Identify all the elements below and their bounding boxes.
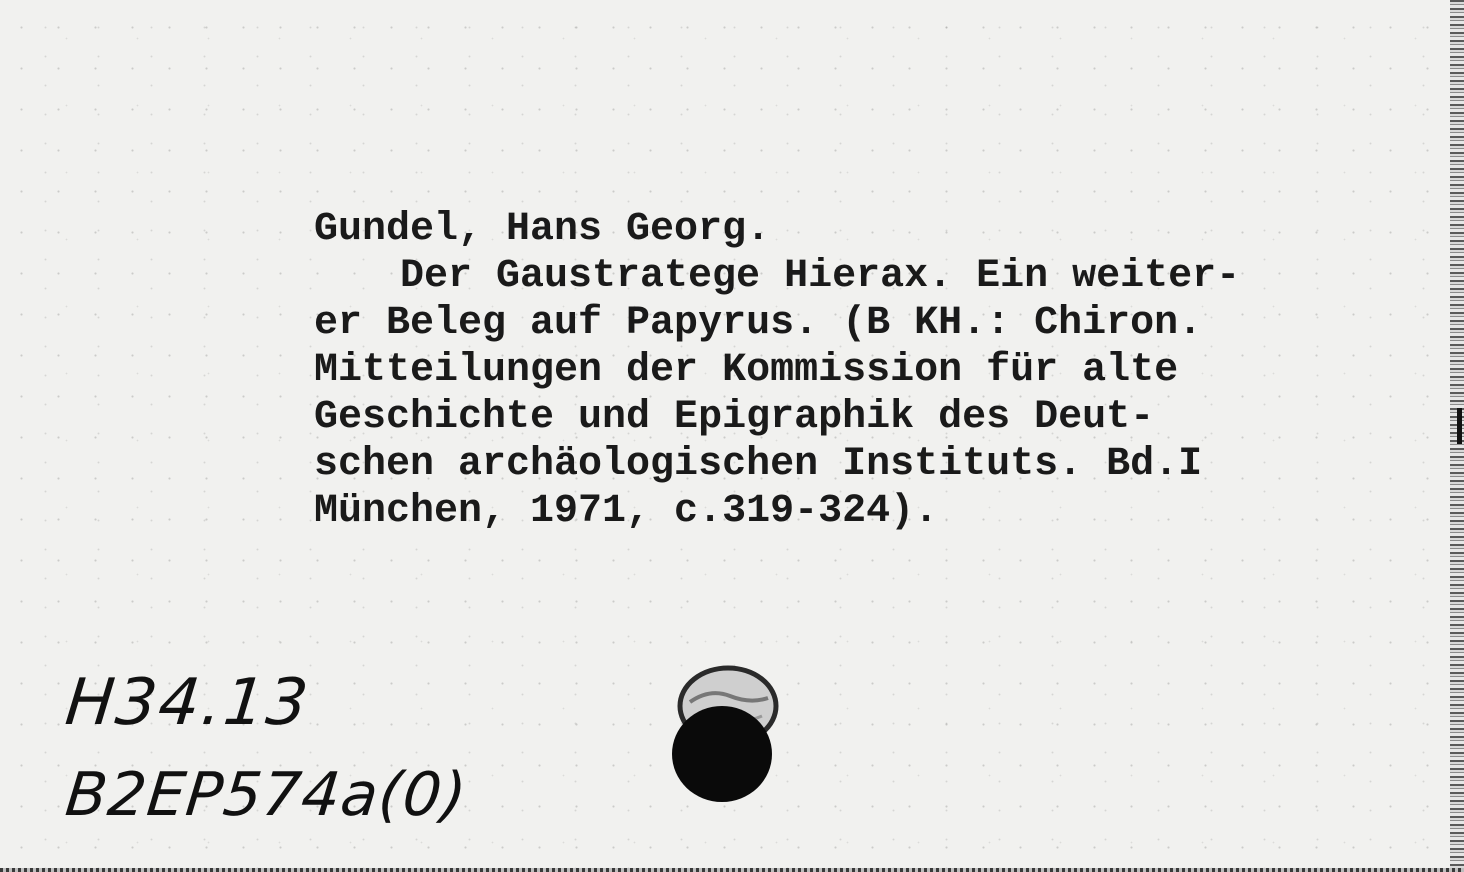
- entry-line: Geschichte und Epigraphik des Deut-: [314, 395, 1155, 440]
- entry-line: Mitteilungen der Kommission für alte: [314, 348, 1179, 393]
- entry-line: Der Gaustratege Hierax. Ein weiter-: [400, 254, 1241, 299]
- bibliographic-entry: [314, 206, 1240, 535]
- shelfmark-primary: H34.13: [62, 666, 314, 740]
- edge-mark: [1457, 408, 1462, 444]
- shelfmark-secondary: B2EP574a(0): [62, 760, 471, 830]
- entry-line: München, 1971, c.319-324).: [314, 489, 939, 534]
- card-bottom-edge: [0, 868, 1464, 872]
- punch-hole-icon: [672, 662, 780, 802]
- entry-author: Gundel, Hans Georg.: [314, 207, 771, 252]
- entry-line: er Beleg auf Papyrus. (B KH.: Chiron.: [314, 301, 1203, 346]
- entry-line: schen archäologischen Instituts. Bd.I: [314, 442, 1203, 487]
